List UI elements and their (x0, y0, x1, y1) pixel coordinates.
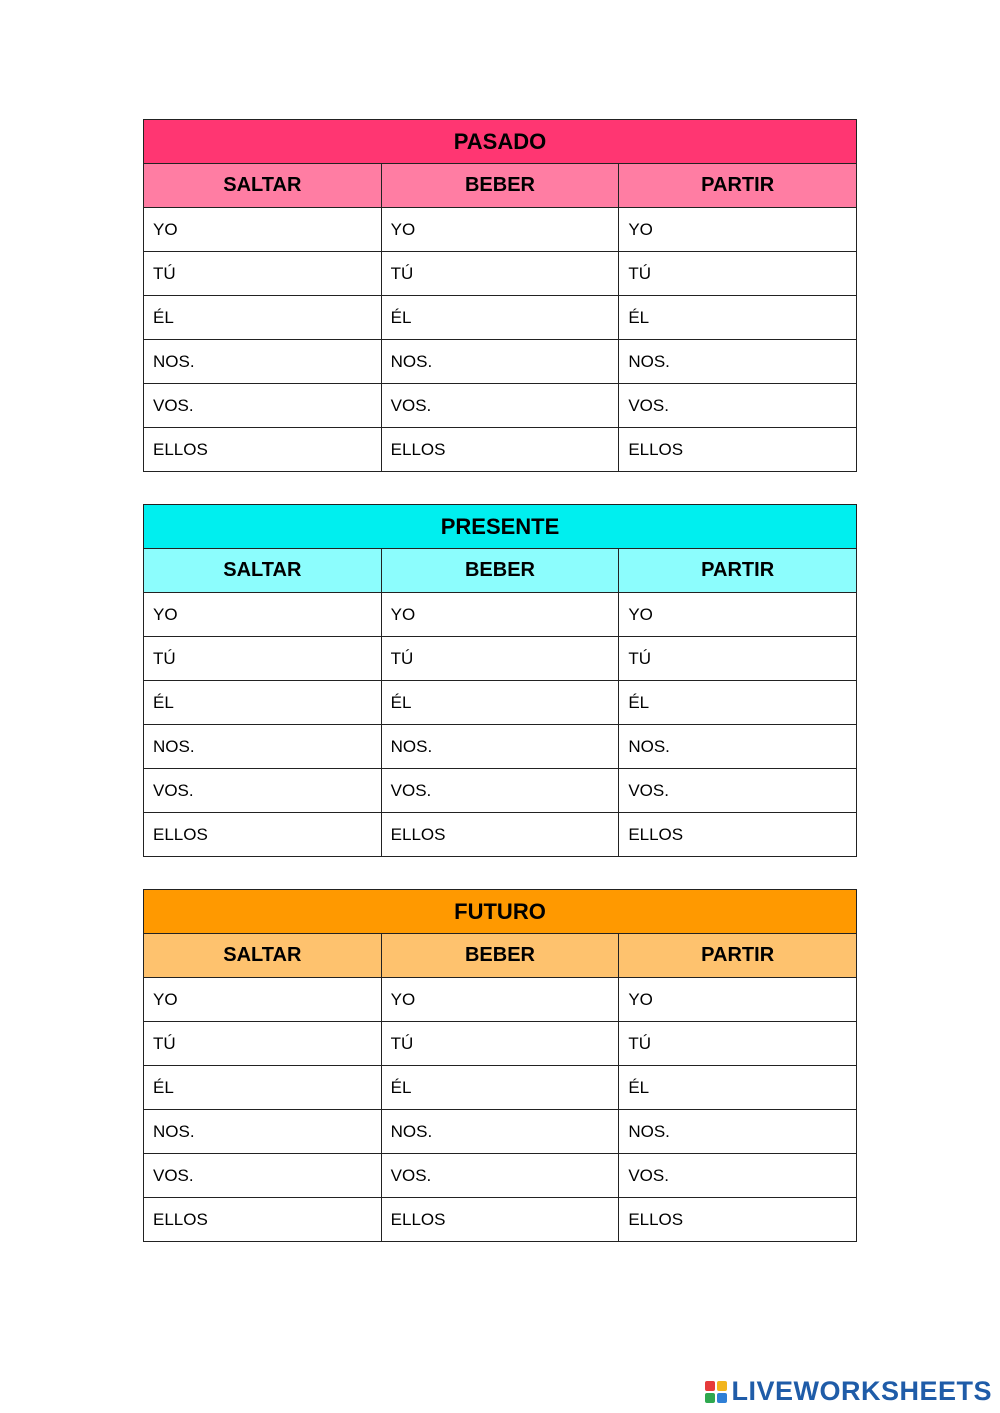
answer-cell[interactable]: ELLOS (619, 813, 857, 857)
answer-cell[interactable]: VOS. (381, 384, 619, 428)
answer-cell[interactable]: YO (144, 593, 382, 637)
table-row (144, 725, 857, 769)
table-row (144, 813, 857, 857)
answer-cell[interactable]: VOS. (144, 1154, 382, 1198)
answer-cell[interactable]: NOS. (381, 340, 619, 384)
verb-header-saltar: SALTAR (144, 934, 382, 978)
answer-cell[interactable]: ELLOS (144, 1198, 382, 1242)
answer-cell[interactable]: ÉL (381, 1066, 619, 1110)
answer-cell[interactable]: VOS. (619, 384, 857, 428)
table-row (144, 208, 857, 252)
answer-cell[interactable]: ÉL (144, 681, 382, 725)
answer-cell[interactable]: NOS. (144, 1110, 382, 1154)
answer-cell[interactable]: TÚ (619, 637, 857, 681)
answer-cell[interactable]: TÚ (619, 252, 857, 296)
table-row (144, 1066, 857, 1110)
answer-cell[interactable]: NOS. (619, 725, 857, 769)
answer-cell[interactable]: VOS. (619, 1154, 857, 1198)
answer-cell[interactable]: ELLOS (381, 1198, 619, 1242)
verb-header-beber: BEBER (381, 934, 619, 978)
answer-cell[interactable]: TÚ (381, 637, 619, 681)
table-row (144, 1022, 857, 1066)
answer-cell[interactable]: ELLOS (619, 1198, 857, 1242)
answer-cell[interactable]: ÉL (381, 296, 619, 340)
table-row (144, 1198, 857, 1242)
table-futuro (143, 889, 857, 1242)
verb-header-beber: BEBER (381, 549, 619, 593)
answer-cell[interactable]: YO (144, 978, 382, 1022)
table-row (144, 1154, 857, 1198)
answer-cell[interactable]: TÚ (619, 1022, 857, 1066)
answer-cell[interactable]: ÉL (381, 681, 619, 725)
table-title: PASADO (144, 120, 857, 164)
answer-cell[interactable]: YO (381, 208, 619, 252)
table-row (144, 428, 857, 472)
answer-cell[interactable]: VOS. (144, 769, 382, 813)
liveworksheets-watermark (705, 1376, 992, 1407)
table-row (144, 384, 857, 428)
answer-cell[interactable]: ELLOS (381, 428, 619, 472)
answer-cell[interactable]: ELLOS (619, 428, 857, 472)
answer-cell[interactable]: YO (381, 978, 619, 1022)
table-row (144, 296, 857, 340)
answer-cell[interactable]: ELLOS (381, 813, 619, 857)
watermark-text: LIVEWORKSHEETS (731, 1376, 992, 1406)
answer-cell[interactable]: ÉL (144, 296, 382, 340)
table-row (144, 637, 857, 681)
table-presente (143, 504, 857, 857)
liveworksheets-logo-icon (705, 1381, 727, 1403)
answer-cell[interactable]: ELLOS (144, 813, 382, 857)
answer-cell[interactable]: VOS. (144, 384, 382, 428)
table-row (144, 1110, 857, 1154)
table-title: FUTURO (144, 890, 857, 934)
answer-cell[interactable]: YO (619, 208, 857, 252)
answer-cell[interactable]: ÉL (619, 1066, 857, 1110)
answer-cell[interactable]: NOS. (619, 1110, 857, 1154)
answer-cell[interactable]: ÉL (619, 681, 857, 725)
answer-cell[interactable]: VOS. (619, 769, 857, 813)
answer-cell[interactable]: NOS. (144, 725, 382, 769)
answer-cell[interactable]: NOS. (144, 340, 382, 384)
answer-cell[interactable]: TÚ (381, 1022, 619, 1066)
table-row (144, 340, 857, 384)
verb-header-saltar: SALTAR (144, 164, 382, 208)
verb-header-saltar: SALTAR (144, 549, 382, 593)
answer-cell[interactable]: YO (381, 593, 619, 637)
table-title: PRESENTE (144, 505, 857, 549)
answer-cell[interactable]: TÚ (381, 252, 619, 296)
answer-cell[interactable]: TÚ (144, 637, 382, 681)
answer-cell[interactable]: YO (619, 593, 857, 637)
answer-cell[interactable]: NOS. (381, 1110, 619, 1154)
answer-cell[interactable]: TÚ (144, 1022, 382, 1066)
table-pasado (143, 119, 857, 472)
table-row (144, 593, 857, 637)
table-row (144, 769, 857, 813)
answer-cell[interactable]: NOS. (619, 340, 857, 384)
verb-header-partir: PARTIR (619, 549, 857, 593)
verb-header-partir: PARTIR (619, 934, 857, 978)
verb-header-partir: PARTIR (619, 164, 857, 208)
table-row (144, 252, 857, 296)
answer-cell[interactable]: NOS. (381, 725, 619, 769)
answer-cell[interactable]: ÉL (144, 1066, 382, 1110)
answer-cell[interactable]: ELLOS (144, 428, 382, 472)
table-row (144, 978, 857, 1022)
table-row (144, 681, 857, 725)
answer-cell[interactable]: VOS. (381, 769, 619, 813)
answer-cell[interactable]: TÚ (144, 252, 382, 296)
answer-cell[interactable]: ÉL (619, 296, 857, 340)
answer-cell[interactable]: YO (144, 208, 382, 252)
answer-cell[interactable]: YO (619, 978, 857, 1022)
answer-cell[interactable]: VOS. (381, 1154, 619, 1198)
verb-header-beber: BEBER (381, 164, 619, 208)
